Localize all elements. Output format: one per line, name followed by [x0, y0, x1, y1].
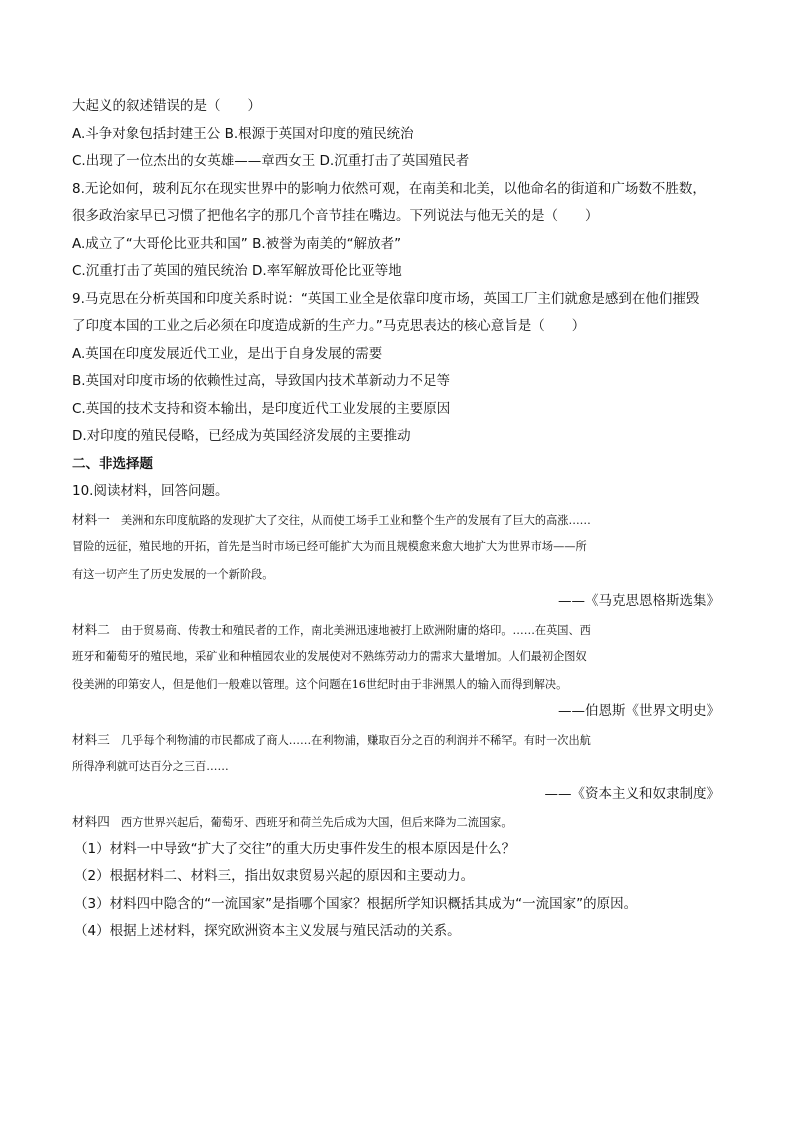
q9-option-c: C.英国的技术支持和资本输出，是印度近代工业发展的主要原因	[72, 400, 451, 417]
material-2-line-3: 役美洲的印第安人，但是他们一般难以管理。这个问题在16世纪时由于非洲黑人的输入而得到解决。	[72, 677, 568, 691]
q8-stem-line-2: 很多政治家早已习惯了把他名字的那几个音节挂在嘴边。下列说法与他无关的是（ ）	[72, 208, 599, 224]
material-2-line-1: 材料二 由于贸易商、传教士和殖民者的工作，南北美洲迅速地被打上欧洲附庸的烙印。……在英国、西	[72, 621, 591, 637]
material-1-line-3: 有这一切产生了历史发展的一个新阶段。	[72, 567, 274, 581]
q7-options-ab: A.斗争对象包括封建王公 B.根源于英国对印度的殖民统治	[72, 125, 414, 142]
material-3-line-2: 所得净利就可达百分之三百……	[72, 760, 229, 773]
material-2-source: ——伯恩斯《世界文明史》	[558, 703, 720, 719]
sub-question-4: （4）根据上述材料，探究欧洲资本主义发展与殖民活动的关系。	[74, 923, 461, 939]
material-1-tag: 材料一	[72, 511, 110, 527]
section-heading: 二、非选择题	[72, 455, 153, 472]
q9-option-a: A.英国在印度发展近代工业，是出于自身发展的需要	[72, 345, 383, 362]
material-1-source: ——《马克思恩格斯选集》	[558, 593, 720, 609]
q9-option-b: B.英国对印度市场的依赖性过高，导致国内技术革新动力不足等	[72, 373, 451, 389]
document-page	[72, 93, 726, 946]
material-2-line-2: 班牙和葡萄牙的殖民地，采矿业和种植园农业的发展使对不熟练劳动力的需求大量增加。人们最初企图奴	[72, 650, 587, 663]
material-4-tag: 材料四	[72, 814, 110, 829]
material-3-tag: 材料三	[72, 731, 110, 747]
material-4-line-1: 材料四 西方世界兴起后，葡萄牙、西班牙和荷兰先后成为大国，但后来降为二流国家。	[72, 814, 513, 829]
material-3-line-1: 材料三 几乎每个利物浦的市民都成了商人……在利物浦，赚取百分之百的利润并不稀罕。有时一次出航	[72, 731, 591, 747]
sub-question-2: （2）根据材料二、材料三，指出奴隶贸易兴起的原因和主要动力。	[74, 868, 475, 884]
q7-options-cd: C.出现了一位杰出的女英雄——章西女王 D.沉重打击了英国殖民者	[72, 153, 470, 169]
sub-question-1: （1）材料一中导致“扩大了交往”的重大历史事件发生的根本原因是什么？	[74, 840, 516, 857]
material-1-line-1: 材料一 美洲和东印度航路的发现扩大了交往，从而使工场手工业和整个生产的发展有了巨大的高涨……	[72, 511, 591, 527]
q7-stem-tail: 大起义的叙述错误的是（ ）	[72, 98, 261, 114]
material-3-source: ——《资本主义和奴隶制度》	[544, 785, 720, 802]
sub-question-3: （3）材料四中隐含的“一流国家”是指哪个国家？根据所学知识概括其成为“一流国家”的原因。	[74, 895, 638, 912]
q8-stem-line-1: 8.无论如何，玻利瓦尔在现实世界中的影响力依然可观，在南美和北美，以他命名的街道和广场数不胜数，	[72, 180, 706, 197]
material-2-tag: 材料二	[72, 621, 110, 637]
q9-stem-line-2: 了印度本国的工业之后必须在印度造成新的生产力。”马克思表达的核心意旨是（ ）	[72, 318, 586, 334]
material-1-line-2: 冒险的远征，殖民地的开拓，首先是当时市场已经可能扩大为而且规模愈来愈大地扩大为世界市场——所	[72, 540, 587, 553]
q8-options-cd: C.沉重打击了英国的殖民统治 D.率军解放哥伦比亚等地	[72, 263, 402, 279]
q10-intro: 10.阅读材料，回答问题。	[72, 483, 229, 499]
q8-options-ab: A.成立了“大哥伦比亚共和国” B.被誉为南美的“解放者”	[72, 235, 402, 252]
q9-option-d: D.对印度的殖民侵略，已经成为英国经济发展的主要推动	[72, 428, 411, 444]
q9-stem-line-1: 9.马克思在分析英国和印度关系时说：“英国工业全是依靠印度市场，英国工厂主们就愈是感到在他们摧毁	[72, 290, 700, 307]
